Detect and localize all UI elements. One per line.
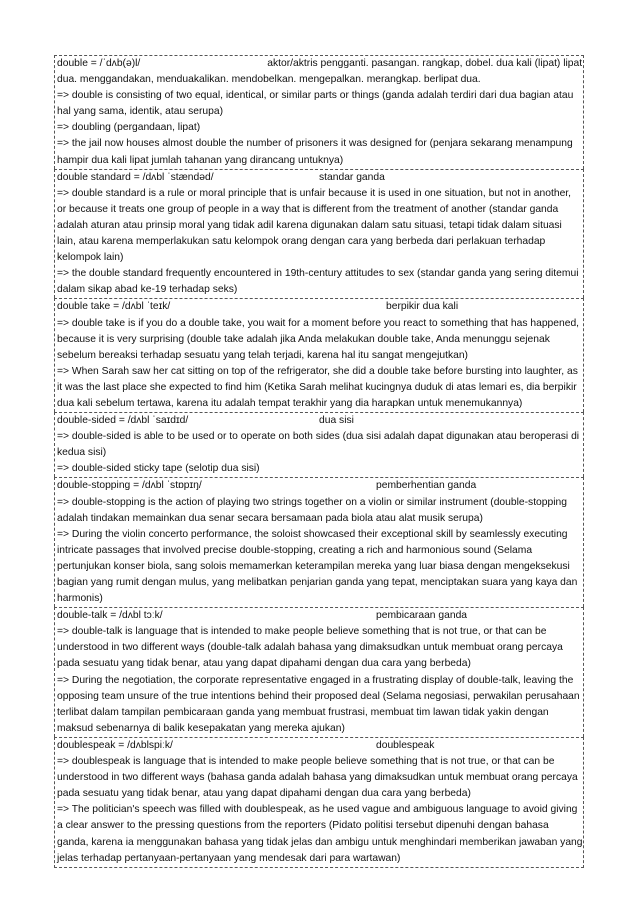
entry-doublespeak [54,737,584,868]
example-line: => the jail now houses almost double the number of prisoners it was designed for (penjara sekarang menampung hampir dua kali lipat jumlah tahanan yang dirancang untuknya) [57,138,573,166]
translation: doublespeak [376,739,435,751]
translation: dua sisi [319,415,354,427]
entry-header [57,299,583,315]
definition-line: => double-sided is able to be used or to operate on both sides (dua sisi adalah dapat digunakan atau beroperasi di kedua sisi) [57,431,580,459]
translation: standar ganda [319,171,385,183]
example-line: => During the violin concerto performance, the soloist showcased their exceptional skill by seamlessly executing intricate passages that involved precise double-stopping, creating a rich and harmonious sound (Selama pertunjukan konser biola, sang solois memamerkan keterampilan mereka yang luar biasa dengan mengeksekusi bagian yang rumit dengan mulus, yang melibatkan penjarian ganda yang tepat, menciptakan suara yang kaya dan harmonis) [57,528,578,605]
definition-line: => double-talk is language that is intended to make people believe something that is not true, or that can be understood in two different ways (double-talk adalah bahasa yang dimaksudkan untuk membuat orang percaya pada sesuatu yang tidak benar, atau yang dapat dipahami dengan dua cara yang berbeda) [57,626,563,670]
entry-double-stopping [54,477,584,607]
headword: double-stopping = /dʌbl ˈstɒpɪŋ/ [57,480,202,492]
example-line: => The politician's speech was filled with doublespeak, as he used vague and ambiguous language to avoid giving a clear answer to the pressing questions from the reporters (Pidato politisi tersebut dipenuhi dengan bahasa ganda, karena ia menggunakan bahasa yang tidak jelas dan ambigu untuk menghindari memberikan jawaban yang jelas terhadap pertanyaan-pertanyaan yang mendesak dari para wartawan) [57,804,583,864]
entry-header [57,56,583,88]
headword: doublespeak = /dʌblspiːk/ [57,739,173,751]
definition-line: => doubling (pergandaan, lipat) [57,122,201,134]
definition-line: => double is consisting of two equal, identical, or similar parts or things (ganda adalah terdiri dari dua bagian atau hal yang sama, identik, atau serupa) [57,90,574,118]
entry-header [57,478,583,494]
definition-line: => double take is if you do a double take, you wait for a moment before you react to something that has happened, because it is very surprising (double take adalah jika Anda melakukan double take, Anda menunggu sejenak sebelum bereaksi terhadap sesuatu yang telah terjadi, karena hal itu sangat mengejutkan) [57,317,580,361]
entry-double-take [54,298,584,412]
definition-line: => doublespeak is language that is intended to make people believe something that is not true, or that can be understood in two different ways (bahasa ganda adalah bahasa yang dimaksudkan untuk membuat orang percaya pada sesuatu yang tidak benar, atau yang dapat dipahami dengan dua cara yang berbeda) [57,756,578,800]
example-line: => double-sided sticky tape (selotip dua sisi) [57,463,260,475]
translation: pemberhentian ganda [376,480,477,492]
headword: double = /ˈdʌb(ə)l/ [57,58,141,69]
entry-header [57,170,583,186]
entry-header [57,608,583,624]
entry-double [54,55,584,169]
entry-header [57,413,583,429]
example-line: => When Sarah saw her cat sitting on top of the refrigerator, she did a double take before bursting into laughter, as it was the last place she expected to find him (Ketika Sarah melihat kucingnya duduk di atas lemari es, dia berpikir dua kali sebelum tertawa, karena itu adalah tempat terakhir yang dia harapkan untuk menemukannya) [57,365,578,409]
entry-header [57,738,583,754]
dictionary-page [54,55,584,868]
headword: double-talk = /dʌbl tɔːk/ [57,610,163,622]
entry-double-talk [54,607,584,737]
definition-line: => double-stopping is the action of playing two strings together on a violin or similar instrument (double-stopping adalah tindakan memainkan dua senar secara bersamaan pada biola atau alat musik serupa) [57,496,567,524]
headword: double-sided = /dʌbl ˈsaɪdɪd/ [57,415,189,427]
translation: berpikir dua kali [386,301,459,313]
headword: double standard = /dʌbl ˈstændəd/ [57,171,214,183]
example-line: => During the negotiation, the corporate representative engaged in a frustrating display of double-talk, leaving the opposing team unsure of the true intentions behind their proposed deal (Selama negosiasi, perwakilan perusahaan terlibat dalam tampilan pembicaraan ganda yang membuat frustrasi, membuat tim lawan tidak yakin dengan maksud sebenarnya di balik kesepakatan yang mereka ajukan) [57,674,580,734]
example-line: => the double standard frequently encountered in 19th-century attitudes to sex (standar ganda yang sering ditemui dalam sikap abad ke-19 terhadap seks) [57,268,579,296]
entry-double-sided [54,412,584,477]
headword: double take = /dʌbl ˈteɪk/ [57,301,171,313]
definition-line: => double standard is a rule or moral principle that is unfair because it is used in one situation, but not in another, or because it treats one group of people in a way that is different from the treatment of another (standar ganda adalah aturan atau prinsip moral yang tidak adil karena digunakan dalam satu situasi, tetapi tidak dalam situasi lain, atau karena memperlakukan satu kelompok orang dengan cara yang berbeda dari perlakuan terhadap kelompok lain) [57,187,572,264]
translation: pembicaraan ganda [376,610,468,622]
entry-double-standard [54,169,584,299]
translation: aktor/aktris pengganti. pasangan. rangkap, dobel. dua kali (lipat) lipat dua. menggandakan, menduakalikan. mendobelkan. mengepalkan. merangkap. berlipat dua. [57,58,583,86]
